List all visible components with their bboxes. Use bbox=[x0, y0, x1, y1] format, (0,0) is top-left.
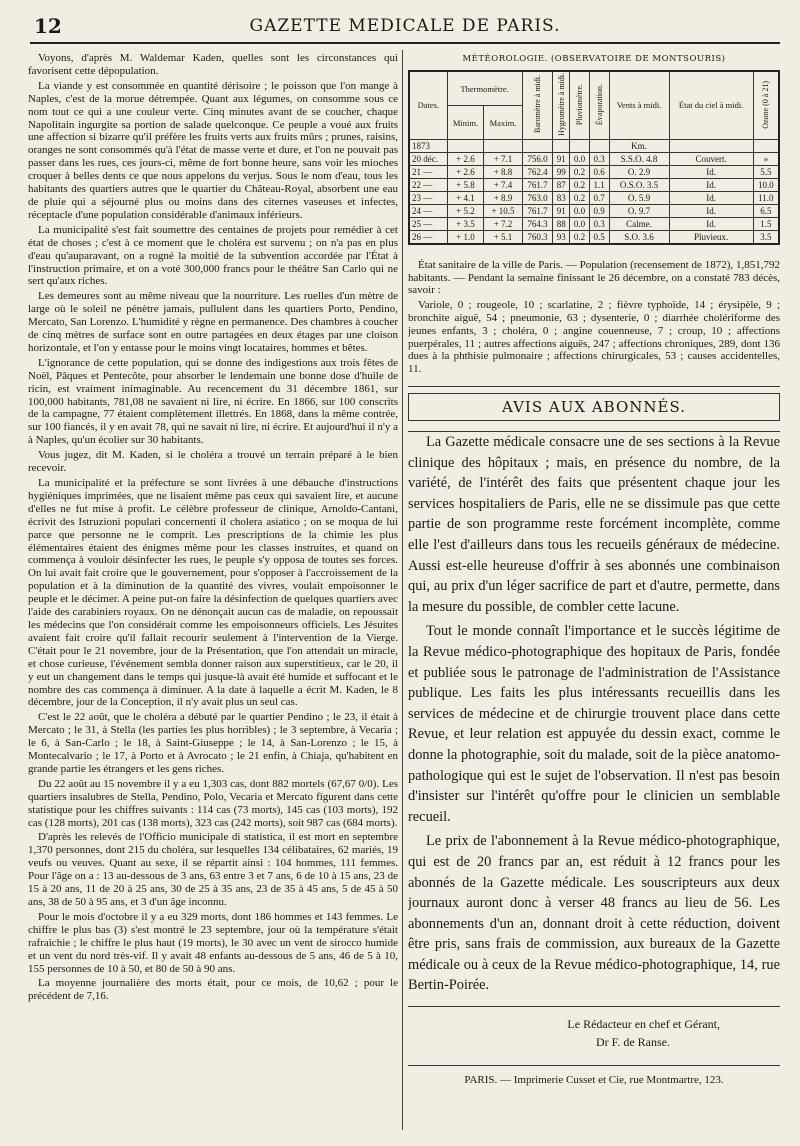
article-paragraph: Vous jugez, dit M. Kaden, si le choléra a trouvé un terrain préparé à le bien recevoir. bbox=[28, 449, 398, 475]
page-header bbox=[30, 8, 780, 44]
cell-max: + 10.5 bbox=[484, 204, 522, 217]
cell-ozone: 3.5 bbox=[753, 230, 779, 244]
cell-baro: 763.0 bbox=[522, 191, 553, 204]
article-paragraph: Les demeures sont au même niveau que la nourriture. Les ruelles d'un mètre de large où le soleil ne pénètre jamais, pullulent dans les quartiers Porto, Pendino, Mercato, San Lorenzo. L'humidité y règne en permanence. Des chambres à coucher de cinq mètres de surface sont en outre partagées en deux étages par une cloison horizontale, et l'on y entasse pour le moins vingt locataires, hommes et bêtes. bbox=[28, 290, 398, 354]
cell-ozone: 6.5 bbox=[753, 204, 779, 217]
cell-hygro: 91 bbox=[553, 152, 570, 165]
cell-max: + 7.1 bbox=[484, 152, 522, 165]
cell-date: 26 — bbox=[409, 230, 447, 244]
avis-paragraph: Le prix de l'abonnement à la Revue médico-photographique, qui est de 20 francs par an, est réduit à 12 francs pour les abonnés de la Gazette médicale. Les souscripteurs aux deux journaux auront donc à verser 48 francs au lieu de 56. Les abonnements d'un an, donnant droit à cette réduction, doivent être pris, sans frais de commission, aux bureaux de la Gazette médicale ou à ceux de la Revue médico-photographique, 14, rue Bertin-Poirée. bbox=[408, 833, 780, 994]
table-row bbox=[409, 230, 779, 244]
cell-evap: 0.3 bbox=[589, 217, 609, 230]
cell-max: + 7.2 bbox=[484, 217, 522, 230]
cell-hygro: 88 bbox=[553, 217, 570, 230]
cell-ozone: 1.5 bbox=[753, 217, 779, 230]
header-ozone: Ozone (0 à 21) bbox=[761, 80, 771, 129]
cell-max: + 8.8 bbox=[484, 165, 522, 178]
cell-etat: Id. bbox=[669, 178, 753, 191]
header-dates: Dates. bbox=[409, 71, 447, 139]
cell-hygro: 87 bbox=[553, 178, 570, 191]
km-unit: Km. bbox=[609, 139, 669, 152]
article-paragraph: Pour le mois d'octobre il y a eu 329 morts, dont 186 hommes et 143 femmes. Le chiffre le plus bas (3) s'est montré le 23 septembre, jour où la température s'était rafraichie ; le chiffre le plus haut (19 morts), le 30 avec un vent de sirocco humide et un vent du nord très-vif. Il y avait 48 enfants au-dessous de 5 ans, 46 de 5 à 10, 155 personnes de 10 à 50, et 80 de 50 à 90 ans. bbox=[28, 910, 398, 975]
cell-min: + 5.2 bbox=[447, 204, 484, 217]
header-pluviometre: Pluviomètre. bbox=[575, 83, 584, 125]
cell-date: 21 — bbox=[409, 165, 447, 178]
journal-title: GAZETTE MEDICALE DE PARIS. bbox=[249, 16, 561, 36]
header-minim: Minim. bbox=[447, 106, 484, 140]
article-paragraph: Du 22 août au 15 novembre il y a eu 1,303 cas, dont 882 mortels (67,67 0/0). Les quartiers insalubres de Stella, Pendino, Polo, Vecaria et Mercato figurent dans cette statistique pour les chiffres suivants : 114 cas (73 morts), 145 cas (103 morts), 192 cas (128 morts), 201 cas (138 morts), 323 cas (242 morts), soit 987 cas (684 morts). bbox=[28, 777, 398, 829]
article-paragraph: La municipalité s'est fait soumettre des centaines de projets pour remédier à cet état de choses ; c'est à ce moment que le choléra est survenu ; on n'a pas en plus d'eau qu'auparavant, on a rogné la moitié de la subvention accordée par l'État à l'instruction primaire, et on a voté 300,000 francs pour le théâtre San Carlo qui ne sert qu'aux riches. bbox=[28, 223, 398, 288]
cell-vent: S.O. 3.6 bbox=[609, 230, 669, 244]
cell-baro: 761.7 bbox=[522, 178, 553, 191]
cell-hygro: 93 bbox=[553, 230, 570, 244]
cell-etat: Id. bbox=[669, 217, 753, 230]
cell-ozone: 10.0 bbox=[753, 178, 779, 191]
cell-baro: 762.4 bbox=[522, 165, 553, 178]
header-thermometre: Thermomètre. bbox=[447, 71, 522, 106]
cell-date: 20 déc. bbox=[409, 152, 447, 165]
cell-vent: O. 5.9 bbox=[609, 191, 669, 204]
cell-baro: 764.3 bbox=[522, 217, 553, 230]
sanitaire-paragraph: État sanitaire de la ville de Paris. — Population (recensement de 1872), 1,851,792 habitants. — Pendant la semaine finissant le 26 décembre, on a constaté 783 décès, savoir : bbox=[408, 258, 780, 297]
table-row bbox=[409, 191, 779, 204]
avis-paragraph: Tout le monde connaît l'importance et le succès légitime de la Revue médico-photographique des hopitaux de Paris, fondée et publiée sous le patronage de l'administration de l'Assistance publique. Les faits les plus intéressants recueillis dans les services de médecine et de chirurgie trouvent place dans cette Revue, et leur relation est appuyée du dessin exact, comme le donne la photographie, soit du malade, soit de la pièce anatomo-pathologique qui est le sujet de l'observation. Il n'est pas besoin d'insister sur l'intérêt qu'offre pour le clinicien un semblable recueil. bbox=[408, 623, 780, 825]
article-paragraph: D'après les relevés de l'Officio municipale di statistica, il est mort en septembre 1,370 personnes, dont 215 du choléra, sur lesquelles 134 célibataires, 62 mariés, 19 veufs ou veuves. Quant au sexe, il se répartit ainsi : 104 hommes, 111 femmes. Pour l'âge on a : 13 au-dessous de 3 ans, 63 entre 3 et 7 ans, 6 de 10 à 15 ans, 23 de 15 à 20 ans, 11 de 20 à 25 ans, 30 de 25 à 35 ans, 23 de 35 à 45 ans, 5 de 45 à 50 ans, 38 de 50 à 95 ans, et 3 d'un âge inconnu. bbox=[28, 831, 398, 908]
cell-min: + 3.5 bbox=[447, 217, 484, 230]
avis-heading: AVIS AUX ABONNÉS. bbox=[408, 393, 780, 421]
cell-pluvio: 0.2 bbox=[570, 178, 590, 191]
cell-pluvio: 0.2 bbox=[570, 191, 590, 204]
table-row bbox=[409, 217, 779, 230]
cell-ozone: » bbox=[753, 152, 779, 165]
signature bbox=[408, 1006, 780, 1051]
cell-min: + 4.1 bbox=[447, 191, 484, 204]
table-row bbox=[409, 178, 779, 191]
cell-min: + 2.6 bbox=[447, 152, 484, 165]
cell-etat: Id. bbox=[669, 204, 753, 217]
header-hygrometre: Hygromètre à midi. bbox=[556, 73, 566, 136]
cell-pluvio: 0.0 bbox=[570, 152, 590, 165]
cell-hygro: 99 bbox=[553, 165, 570, 178]
page-number: 12 bbox=[34, 14, 62, 38]
left-column bbox=[28, 52, 398, 1092]
cell-evap: 0.6 bbox=[589, 165, 609, 178]
header-vents: Vents à midi. bbox=[609, 71, 669, 139]
cell-baro: 760.3 bbox=[522, 230, 553, 244]
cell-etat: Couvert. bbox=[669, 152, 753, 165]
table-row bbox=[409, 139, 779, 152]
cell-vent: O. 2.9 bbox=[609, 165, 669, 178]
cell-max: + 7.4 bbox=[484, 178, 522, 191]
cell-hygro: 91 bbox=[553, 204, 570, 217]
cell-evap: 0.7 bbox=[589, 191, 609, 204]
header-etat: État du ciel à midi. bbox=[669, 71, 753, 139]
article-paragraph: C'est le 22 août, que le choléra a débuté par le quartier Pendino ; le 23, il était à Mercato ; le 31, à Stella (les parties les plus horribles) ; le 3 septembre, à Vecaria ; le 6, à San-Carlo ; le 18, à Saint-Giuseppe ; le 14, à San-Lorenzo ; le 15, à Montecalvario ; le 17, à Porto et à Avrocato ; le 21 enfin, à Chiaja, qu'habitent en grande partie les étrangers et les gens riches. bbox=[28, 711, 398, 775]
article-paragraph: L'ignorance de cette population, qui se donne des indigestions aux trois fêtes de Noël, Pâques et Pentecôte, pour absorber le lendemain une bonne dose d'huile de ricin, est vraiment inimaginable. Au recencement du 31 décembre 1861, sur 100,000 habitants, 781,08 ne savaient ni lire, ni écrire. En 1866, sur 100 conscrits de la campagne, 77 étaient complètement illettrés. En 1868, dans la même contrée, sur 100 fiancés, il y en avait 78, qui ne savait ni lire, ni écrire. Et aujourd'hui il n'y a à Naples, qu'un écolier sur 30 habitants. bbox=[28, 356, 398, 447]
cell-pluvio: 0.0 bbox=[570, 217, 590, 230]
cell-baro: 761.7 bbox=[522, 204, 553, 217]
header-maxim: Maxim. bbox=[484, 106, 522, 140]
article-paragraph: La viande y est consommée en quantité dérisoire ; le poisson que l'on mange à Naples, c'est de la morue détrempée. Quant aux légumes, on consomme sous ce nom tout ce qui a une couleur verte. Cinq minutes avant de se coucher, chaque Napolitain ingurgite sa portion de salade quelconque. Ce peuple a voué aux fruits une affection si bizarre qu'il préfère les fruits verts aux fruits mûrs ; prunes, raisins, oranges ne sont consommés qu'à l'état de masse verte et dure, et l'on ne pouvait pas passer dans les rues, ces jours-ci, même de fort bonne heure, sans voir les mioches croquer à belles dents ce que nous appelons du verjus. Sous le nom d'eau, tous les habitants des quartiers autres que le quartier du Château-Royal, absorbent une eau de pluie qui a séjourné plus ou moins dans des citernes vaseuses et infectes, réceptacle d'une population considérable d'animaux inférieurs. bbox=[28, 79, 398, 221]
sanitaire-list: Variole, 0 ; rougeole, 10 ; scarlatine, 2 ; fièvre typhoïde, 14 ; érysipèle, 9 ; bronchite aiguë, 54 ; pneumonie, 63 ; dysenterie, 0 ; diarrhée cholériforme des jeunes enfants, 3 ; choléra, 0 ; angine couenneuse, 7 ; croup, 10 ; affections puerpérales, 11 ; autres affections aiguës, 247 ; affections chroniques, 289, dont 136 dues à la phthisie pulmonaire ; affections chirurgicales, 53 ; causes accidentelles, 11. bbox=[408, 299, 780, 376]
avis-section bbox=[408, 432, 780, 996]
cell-date: 23 — bbox=[409, 191, 447, 204]
cell-date: 24 — bbox=[409, 204, 447, 217]
cell-baro: 756.0 bbox=[522, 152, 553, 165]
cell-min: + 1.0 bbox=[447, 230, 484, 244]
article-paragraph: La municipalité et la préfecture se sont livrées à une débauche d'instructions hygiéniques imprimées, que ne lisaient même pas ceux qui savaient lire, et aucune d'elles ne fut mise à profit. Le célèbre professeur de clinique, Arnoldo-Cantani, écrivit des Istruzioni populari concernenti il cholera asiatico ; on se moqua de lui parce que personne ne le comprit. Les prescriptions de la chimie les plus élémentaires étaient des énigmes même pour les classes instruites, et quand on commença à vouloir désinfecter les rues, le peuple s'y opposa de toutes ses forces. On lui avait fait croire que le gouvernement, pour s'opposer à l'accroissement de la population et à la diminution de la quantité des vivres, voulait empoisonner le peuple et le décimer. A peine put-on faire la désinfection de quelques quartiers avec l'aide des carabiniers royaux. On ne dénonçait aucun cas de maladie, on repoussait les médecins que l'on considérait comme les empoisonneurs officiels. Les Jésuites avaient fait croire qu'il fallait recourir seulement à l'intervention de la Vierge. C'était pour le 21 novembre, jour de la Présentation, que l'on attendait un miracle, et chose curieuse, l'événement sembla donner raison aux superstitieux, car le 20, il y eut un changement dans le temps qui jusque-là avait été humide et suffocant et le nombre des cas commença à diminuer. A la date à laquelle a écrit M. Kaden, le 8 décembre, jour de la Conception, il n'y avait plus un seul cas. bbox=[28, 477, 398, 709]
cell-ozone: 11.0 bbox=[753, 191, 779, 204]
cell-evap: 1.1 bbox=[589, 178, 609, 191]
cell-evap: 0.9 bbox=[589, 204, 609, 217]
header-barometre: Baromètre à midi. bbox=[532, 75, 542, 134]
cell-vent: O.S.O. 3.5 bbox=[609, 178, 669, 191]
cell-etat: Id. bbox=[669, 165, 753, 178]
signature-name: Dr F. de Ranse. bbox=[595, 1035, 670, 1050]
column-divider bbox=[402, 50, 403, 1130]
cell-vent: Calme. bbox=[609, 217, 669, 230]
meteo-title: MÉTÉOROLOGIE. (OBSERVATOIRE DE MONTSOURIS) bbox=[462, 54, 726, 64]
cell-etat: Pluvieux. bbox=[669, 230, 753, 244]
cell-vent: O. 9.7 bbox=[609, 204, 669, 217]
cell-max: + 8.9 bbox=[484, 191, 522, 204]
article-paragraph: Voyons, d'après M. Waldemar Kaden, quelles sont les circonstances qui favorisent cette dépopulation. bbox=[28, 52, 398, 77]
cell-ozone: 5.5 bbox=[753, 165, 779, 178]
cell-evap: 0.5 bbox=[589, 230, 609, 244]
meteo-table bbox=[408, 70, 780, 245]
right-column bbox=[408, 52, 780, 1142]
cell-max: + 5.1 bbox=[484, 230, 522, 244]
cell-pluvio: 0.0 bbox=[570, 204, 590, 217]
cell-min: + 5.8 bbox=[447, 178, 484, 191]
article-paragraph: La moyenne journalière des morts était, pour ce mois, de 10,62 ; pour le précédent de 7,16. bbox=[28, 977, 398, 1003]
header-evaporation: Évaporation. bbox=[594, 83, 604, 125]
sanitaire-section bbox=[408, 259, 780, 376]
signature-role: Le Rédacteur en chef et Gérant, bbox=[567, 1017, 720, 1032]
cell-evap: 0.3 bbox=[589, 152, 609, 165]
cell-date: 25 — bbox=[409, 217, 447, 230]
cell-hygro: 83 bbox=[553, 191, 570, 204]
table-row bbox=[409, 165, 779, 178]
cell-etat: Id. bbox=[669, 191, 753, 204]
year-cell: 1873 bbox=[409, 139, 447, 152]
table-row bbox=[409, 152, 779, 165]
cell-date: 22 — bbox=[409, 178, 447, 191]
cell-vent: S.S.O. 4.8 bbox=[609, 152, 669, 165]
table-row bbox=[409, 204, 779, 217]
printer-imprint: PARIS. — Imprimerie Cusset et Cie, rue Montmartre, 123. bbox=[408, 1065, 780, 1086]
section-divider bbox=[408, 386, 780, 387]
cell-min: + 2.6 bbox=[447, 165, 484, 178]
cell-pluvio: 0.2 bbox=[570, 165, 590, 178]
avis-paragraph: La Gazette médicale consacre une de ses sections à la Revue clinique des hôpitaux ; mais, en présence du nombre, de la variété, de l'intérêt des faits que présentent chaque jour les services hospitaliers de Paris, elle ne se dissimule pas que cette partie de son programme reste forcément incomplète, comme elle l'est d'ailleurs dans tous les recueils généraux de médecine. Aussi est-elle heureuse d'offrir à ses abonnés une combinaison qui, au prix d'un léger sacrifice de part et d'autre, permette, dans la mesure du possible, de combler cette lacune. bbox=[408, 434, 780, 615]
cell-pluvio: 0.2 bbox=[570, 230, 590, 244]
